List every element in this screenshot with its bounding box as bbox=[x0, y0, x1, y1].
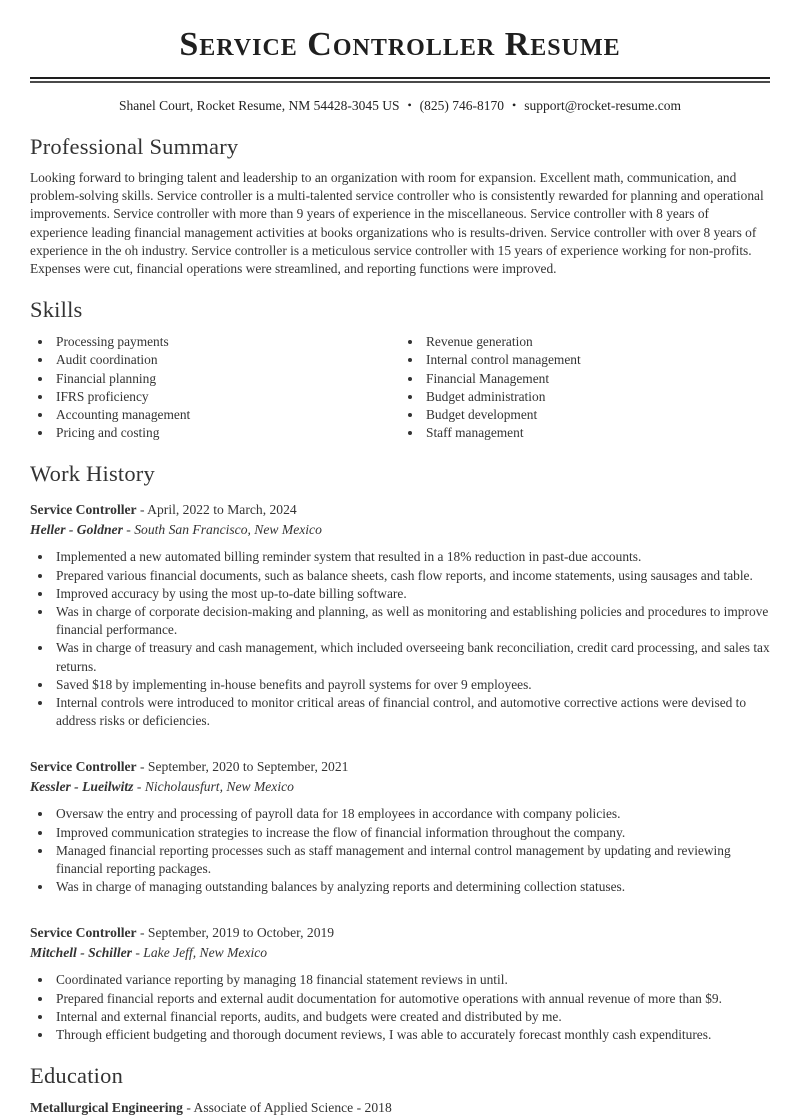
skill-item: • Staff management bbox=[423, 424, 770, 442]
section-professional-summary bbox=[30, 134, 770, 278]
job-separator: - bbox=[139, 759, 145, 775]
education-program: Metallurgical Engineering bbox=[30, 1100, 183, 1116]
job-bullet-list bbox=[30, 805, 770, 896]
job-bullet-list bbox=[30, 548, 770, 730]
job-bullet: • Internal controls were introduced to monitor critical areas of financial control, and automotive corrective actions were devised to address risks or deficiencies. bbox=[53, 694, 770, 730]
skill-item: • Budget administration bbox=[423, 388, 770, 406]
section-skills bbox=[30, 297, 770, 442]
resume-page bbox=[0, 26, 800, 1118]
skill-item: • IFRS proficiency bbox=[53, 388, 400, 406]
job-bullet: • Managed financial reporting processes such as staff management and internal control management by updating and reviewing financial reporting packages. bbox=[53, 842, 770, 878]
job-location: Lake Jeff, New Mexico bbox=[143, 945, 268, 961]
job-bullet: • Was in charge of treasury and cash management, which included overseeing bank reconciliation, credit card processing, and sales tax returns. bbox=[53, 639, 770, 675]
contact-line bbox=[30, 98, 770, 114]
page-title: Service Controller Resume bbox=[179, 26, 621, 63]
job-company-line bbox=[30, 777, 770, 797]
section-education bbox=[30, 1063, 770, 1118]
skills-heading: Skills bbox=[30, 297, 83, 323]
skill-item: • Accounting management bbox=[53, 406, 400, 424]
contact-address: Shanel Court, Rocket Resume, NM 54428-3045 US bbox=[118, 98, 400, 113]
summary-heading: Professional Summary bbox=[30, 134, 239, 159]
job-separator: - bbox=[126, 522, 131, 538]
contact-email: support@rocket-resume.com bbox=[524, 98, 682, 113]
job-dates: September, 2019 to October, 2019 bbox=[147, 925, 335, 941]
job-company: Kessler - Lueilwitz bbox=[30, 779, 134, 795]
education-entry bbox=[30, 1098, 770, 1118]
education-year: 2018 bbox=[364, 1100, 392, 1116]
skills-column-left bbox=[30, 333, 400, 442]
job-role: Service Controller bbox=[30, 925, 137, 941]
job-bullet: • Coordinated variance reporting by managing 18 financial statement reviews in until. bbox=[53, 971, 770, 989]
skill-item: • Financial Management bbox=[423, 370, 770, 388]
skills-columns bbox=[30, 333, 770, 442]
job-role-line bbox=[30, 500, 770, 520]
job-bullet: • Through efficient budgeting and thorough document reviews, I was able to accurately forecast monthly cash expenditures. bbox=[53, 1026, 770, 1044]
job-company: Mitchell - Schiller bbox=[30, 945, 132, 961]
job-separator: - bbox=[135, 945, 140, 961]
section-work-history bbox=[30, 461, 770, 1044]
job-role-line bbox=[30, 757, 770, 777]
header-divider bbox=[30, 77, 770, 83]
skill-item: • Processing payments bbox=[53, 333, 400, 351]
job-entry bbox=[30, 923, 770, 1044]
skill-item: • Audit coordination bbox=[53, 351, 400, 369]
contact-bullet-icon: • bbox=[407, 98, 412, 112]
job-company-line bbox=[30, 943, 770, 963]
skill-item: • Internal control management bbox=[423, 351, 770, 369]
job-bullet: • Improved accuracy by using the most up-to-date billing software. bbox=[53, 585, 770, 603]
education-heading: Education bbox=[30, 1063, 124, 1089]
education-degree: Associate of Applied Science bbox=[193, 1100, 354, 1116]
job-bullet: • Internal and external financial reports, audits, and budgets were created and distributed by me. bbox=[53, 1008, 770, 1026]
job-entry bbox=[30, 757, 770, 896]
skills-list-left bbox=[30, 333, 400, 442]
summary-text: Looking forward to bringing talent and leadership to an organization with room for expansion. Excellent math, communication, and problem-solving skills. Service controller is a multi-talented service controller who is consistently rewarded for planning and operational improvements. Service controller with more than 9 years of experience in the miscellaneous. Service controller with 8 years of experience leading financial management activities at books organizations who is results-driven. Service controller with over 8 years of experience in the oh industry. Service controller is a meticulous service controller with 15 years of experience working for non-profits. Expenses were cut, financial operations were streamlined, and reporting functions were improved. bbox=[30, 170, 764, 277]
job-bullet: • Was in charge of managing outstanding balances by analyzing reports and determining collection statuses. bbox=[53, 878, 770, 896]
job-separator: - bbox=[136, 779, 142, 795]
job-bullet: • Oversaw the entry and processing of payroll data for 18 employees in accordance with company policies. bbox=[53, 805, 770, 823]
education-separator: - bbox=[186, 1100, 191, 1116]
job-role: Service Controller bbox=[30, 759, 137, 775]
job-company-line bbox=[30, 520, 770, 540]
job-role-line bbox=[30, 923, 770, 943]
contact-bullet-icon: • bbox=[512, 98, 517, 112]
job-dates: September, 2020 to September, 2021 bbox=[147, 759, 349, 775]
job-company: Heller - Goldner bbox=[30, 522, 123, 538]
job-bullet: • Prepared financial reports and external audit documentation for automotive operations with annual revenue of more than $9. bbox=[53, 990, 770, 1008]
job-bullet: • Was in charge of corporate decision-making and planning, as well as monitoring and establishing policies and procedures to improve financial performance. bbox=[53, 603, 770, 639]
job-bullet: • Implemented a new automated billing reminder system that resulted in a 18% reduction in past-due accounts. bbox=[53, 548, 770, 566]
job-entry bbox=[30, 500, 770, 730]
job-location: South San Francisco, New Mexico bbox=[134, 522, 322, 538]
job-bullet: • Improved communication strategies to increase the flow of financial information throughout the company. bbox=[53, 824, 770, 842]
job-role: Service Controller bbox=[30, 502, 137, 518]
skill-item: • Revenue generation bbox=[423, 333, 770, 351]
contact-phone: (825) 746-8170 bbox=[419, 98, 505, 113]
job-separator: - bbox=[139, 502, 145, 518]
job-separator: - bbox=[139, 925, 145, 941]
skill-item: • Pricing and costing bbox=[53, 424, 400, 442]
skill-item: • Budget development bbox=[423, 406, 770, 424]
job-location: Nicholausfurt, New Mexico bbox=[144, 779, 294, 795]
education-separator: - bbox=[356, 1100, 362, 1116]
skills-column-right bbox=[400, 333, 770, 442]
job-bullet: • Saved $18 by implementing in-house benefits and payroll systems for over 9 employees. bbox=[53, 676, 770, 694]
skills-list-right bbox=[400, 333, 770, 442]
skill-item: • Financial planning bbox=[53, 370, 400, 388]
job-bullet-list bbox=[30, 971, 770, 1044]
job-bullet: • Prepared various financial documents, such as balance sheets, cash flow reports, and income statements, using sausages and table. bbox=[53, 567, 770, 585]
job-dates: April, 2022 to March, 2024 bbox=[147, 502, 297, 518]
work-history-heading: Work History bbox=[30, 461, 155, 487]
